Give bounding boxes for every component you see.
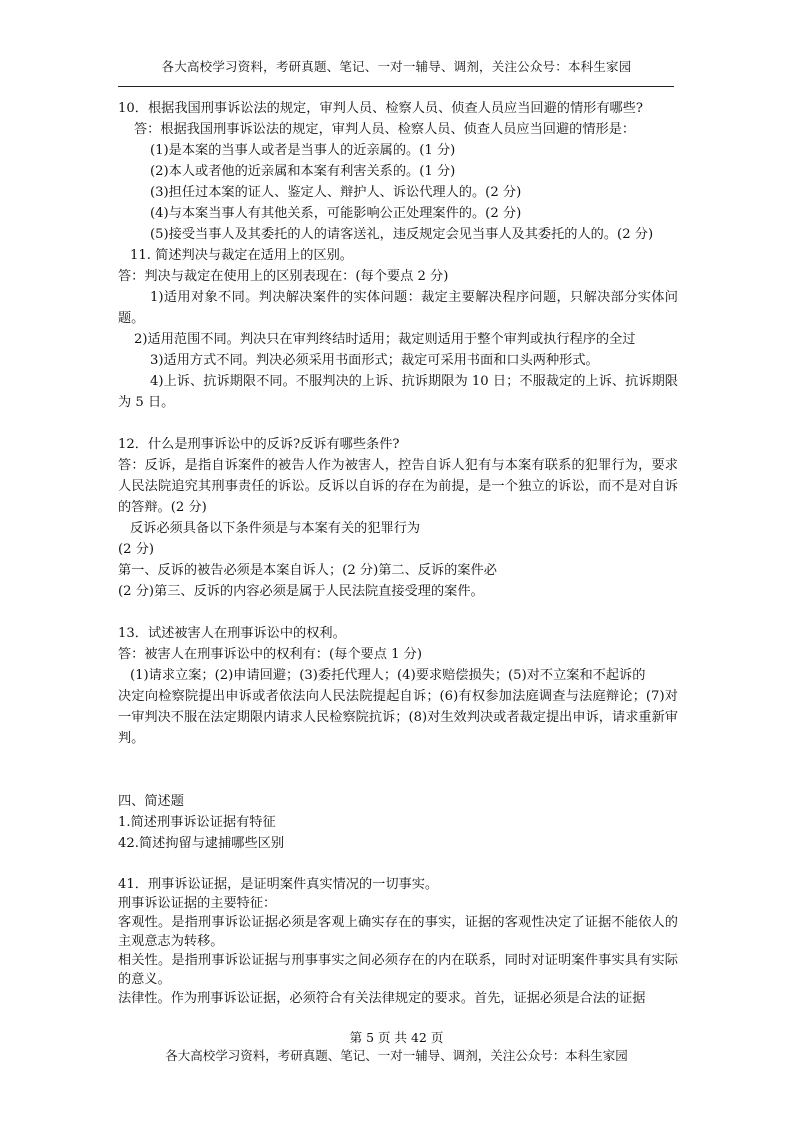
page-footer: 各大高校学习资料，考研真题、笔记、一对一辅导、调剂，关注公众号：本科生家园 [165,1048,628,1063]
answer-41-legality: 法律性。作为刑事诉讼证据，必须符合有关法律规定的要求。首先，证据必须是合法的证据 [118,991,646,1006]
answer-10-item-3: (3)担任过本案的证人、鉴定人、辩护人、诉讼代理人的。(2 分) [150,185,522,200]
answer-11-item-4: 4)上诉、抗诉期限不同。不服判决的上诉、抗诉期限为 10 日；不服裁定的上诉、抗诉期限为 5 日。 [118,374,678,410]
answer-10-item-1: (1)是本案的当事人或者是当事人的近亲属的。(1 分) [150,143,456,158]
question-13: 13．试述被害人在刑事诉讼中的权利。 [118,626,346,641]
document-body [118,98,678,1008]
answer-12-score: (2 分) [118,542,155,557]
answer-41-main: 刑事诉讼证据的主要特征： [118,896,277,911]
answer-12-condition-b: (2 分)第三、反诉的内容必须是属于人民法院直接受理的案件。 [118,584,484,599]
answer-13: 答：被害人在刑事诉讼中的权利有：(每个要点 1 分) [118,647,422,662]
short-question-1: 1.简述刑事诉讼证据有特征 [118,815,276,830]
answer-12-condition-a: 第一、反诉的被告必须是本案自诉人；(2 分)第二、反诉的案件必 [118,563,497,578]
answer-11-item-2: 2)适用范围不同。判决只在审判终结时适用；裁定则适用于整个审判或执行程序的全过 [134,332,636,347]
short-question-42: 42.简述拘留与逮捕哪些区别 [118,836,285,851]
answer-41-objectivity: 客观性。是指刑事诉讼证据必须是客观上确实存在的事实，证据的客观性决定了证据不能依人的主观意志为转移。 [118,915,678,949]
answer-12-conditions: 反诉必须具备以下条件须是与本案有关的犯罪行为 [130,521,421,536]
answer-13-rights-2: 决定向检察院提出申诉或者依法向人民法院提起自诉；(6)有权参加法庭调查与法庭辩论；(7)对一审判决不服在法定期限内请求人民检察院抗诉；(8)对生效判决或者裁定提出申诉，请求重新审判。 [118,689,678,746]
answer-11-item-1: 1)适用对象不同。判决解决案件的实体问题：裁定主要解决程序问题，只解决部分实体问题。 [118,290,678,326]
section-title: 四、简述题 [118,794,184,809]
question-10: 10．根据我国刑事诉讼法的规定，审判人员、检察人员、侦查人员应当回避的情形有哪些? [118,101,643,116]
answer-11-item-3: 3)适用方式不同。判决必须采用书面形式；裁定可采用书面和口头两种形式。 [150,353,599,368]
answer-10-item-2: (2)本人或者他的近亲属和本案有利害关系的。(1 分) [150,164,456,179]
question-12: 12．什么是刑事诉讼中的反诉?反诉有哪些条件? [118,437,400,452]
answer-10-item-5: (5)接受当事人及其委托的人的请客送礼，违反规定会见当事人及其委托的人的。(2 分) [150,227,654,242]
header-divider [118,86,674,87]
answer-10-item-4: (4)与本案当事人有其他关系，可能影响公正处理案件的。(2 分) [150,206,522,221]
page-number: 第 5 页 共 42 页 [349,1030,444,1045]
answer-41-intro: 41．刑事诉讼证据，是证明案件真实情况的一切事实。 [118,877,439,892]
answer-13-rights-1: (1)请求立案；(2)申请回避；(3)委托代理人；(4)要求赔偿损失；(5)对不立案和不起诉的 [130,668,646,683]
answer-11: 答：判决与裁定在使用上的区别表现在：(每个要点 2 分) [118,269,449,284]
answer-12: 答：反诉，是指自诉案件的被告人作为被害人，控告自诉人犯有与本案有联系的犯罪行为，要求人民法院追究其刑事责任的诉讼。反诉以自诉的存在为前提，是一个独立的诉讼，而不是对自诉的答辩。(2 分) [118,458,678,515]
answer-10: 答：根据我国刑事诉讼法的规定，审判人员、检察人员、侦查人员应当回避的情形是： [134,122,636,137]
page-header: 各大高校学习资料，考研真题、笔记、一对一辅导、调剂，关注公众号：本科生家园 [161,59,632,74]
answer-41-relevance: 相关性。是指刑事诉讼证据与刑事事实之间必须存在的内在联系，同时对证明案件事实具有实际的意义。 [118,953,678,987]
question-11: 11. 简述判决与裁定在适用上的区别。 [130,248,353,263]
